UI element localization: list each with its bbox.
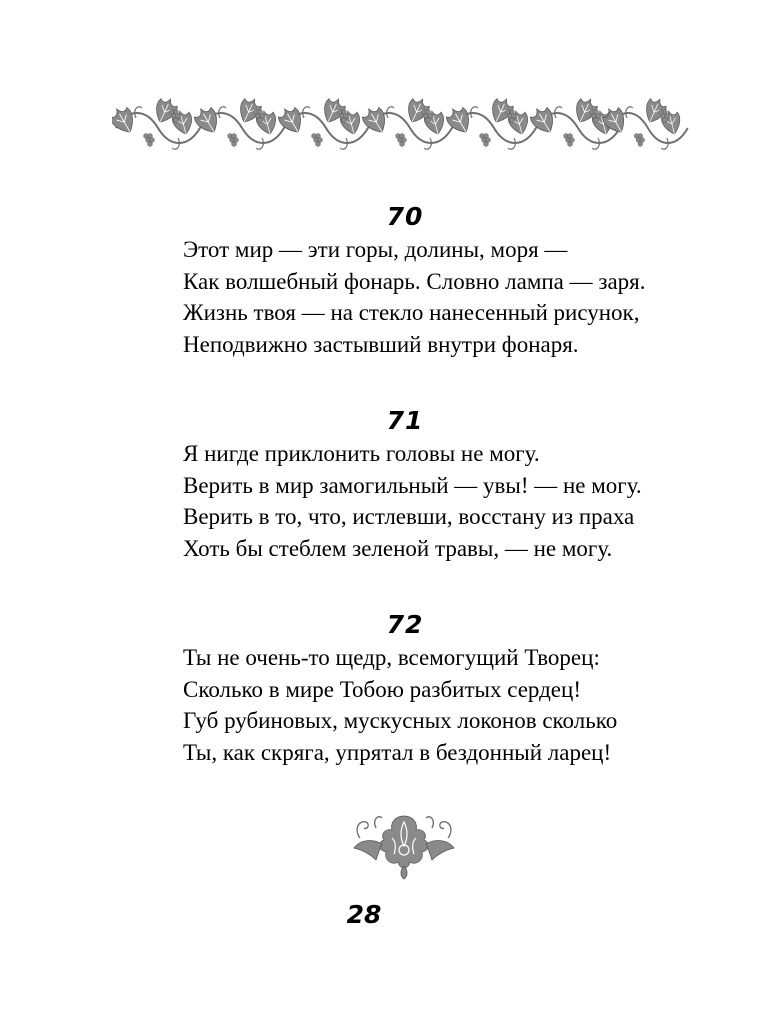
quatrain-72 xyxy=(183,608,703,768)
verse-line: Ты не очень-то щедр, всемогущий Творец: xyxy=(183,645,600,670)
quatrain-70 xyxy=(183,200,703,360)
stanza-number: 70 xyxy=(386,202,424,231)
vine-border-ornament xyxy=(112,98,694,158)
stanza-lines xyxy=(183,438,703,564)
quatrain-71 xyxy=(183,404,703,564)
verse-line: Хоть бы стеблем зеленой травы, — не могу. xyxy=(183,535,613,561)
verse-line: Жизнь твоя — на стекло нанесенный рисунок, xyxy=(183,300,640,325)
verse-line: Губ рубиновых, мускусных локонов сколько xyxy=(183,708,618,733)
verse-line: Ты, как скряга, упрятал в бездонный ларец! xyxy=(183,739,612,765)
verse-line: Этот мир — эти горы, долины, моря — xyxy=(183,237,568,262)
verse-line: Верить в мир замогильный — увы! — не могу. xyxy=(183,472,642,498)
stanza-lines xyxy=(183,642,703,768)
verse-line: Сколько в мире Тобою разбитых сердец! xyxy=(183,676,581,702)
stanza-number: 71 xyxy=(386,406,424,435)
floral-vignette-ornament xyxy=(346,808,462,880)
stanza-lines xyxy=(183,234,703,360)
verse-line: Как волшебный фонарь. Словно лампа — заря. xyxy=(183,268,646,294)
verse-line: Верить в то, что, истлевши, восстану из праха xyxy=(183,504,635,529)
stanza-number: 72 xyxy=(386,610,424,639)
verse-line: Неподвижно застывший внутри фонаря. xyxy=(183,331,579,357)
verse-line: Я нигде приклонить головы не могу. xyxy=(183,441,540,466)
page-number: 28 xyxy=(346,900,382,929)
